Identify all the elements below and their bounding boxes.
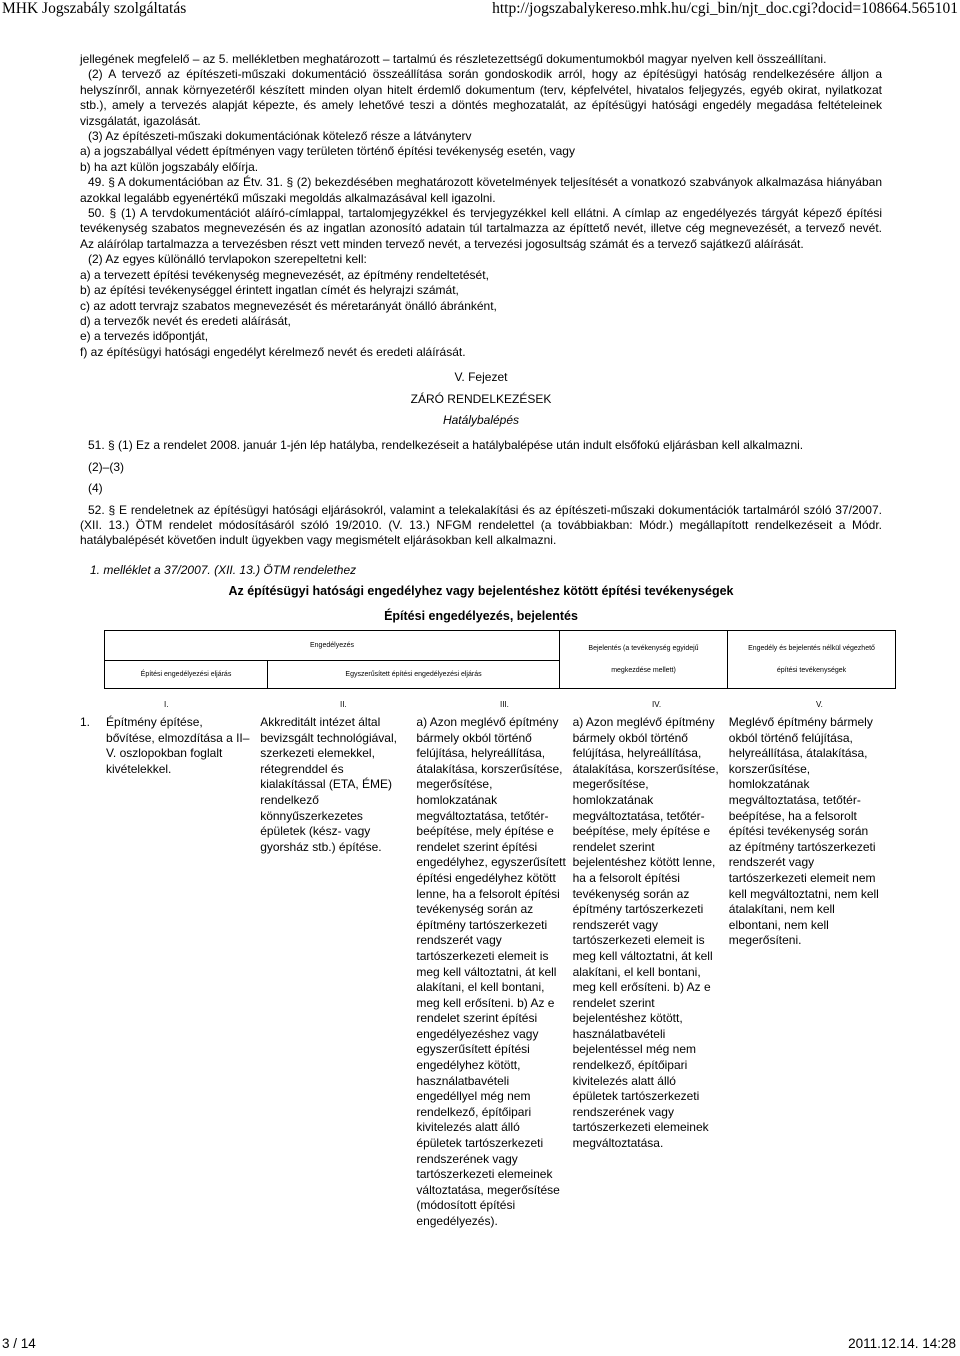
cell-col-3: a) Azon meglévő építmény bármely okból történő felújítása, helyreállítása, átalakítása, korszerűsítése, megerősítése, homlokzatának megváltoztatása, tetőtér-beépítése, mely építése e rendelet szerint építési engedélyhez, egyszerűsített építési engedélyhez kötött lenne, ha a felsorolt építési tevékenység során az építmény tartószerkezeti rendszerét vagy tartószerkezeti elemeit is meg kell változtatni, át kell alakítani, el kell bontani, meg kell erősíteni. b) Az e rendelet szerint építési engedélyezéshez vagy egyszerűsített építési engedélyhez kötött, használatbavételi engedéllyel még nem rendelkező, építőipari kivitelezés alatt álló épületek tartószerkezeti rendszerének vagy tartószerkezeti elemeinek változtatása, megerősítése (módosított építési engedélyezés). (416, 715, 566, 1228)
roman-4: IV. (652, 700, 662, 709)
paragraph: (3) Az építészeti-műszaki dokumentációnak kötelező része a látványterv (88, 129, 472, 144)
paragraph: (4) (88, 481, 103, 496)
chapter-title: ZÁRÓ RENDELKEZÉSEK (410, 391, 552, 406)
paragraph: (2) Az egyes különálló tervlapokon szerepeltetni kell: (88, 252, 367, 267)
page-url: http://jogszabalykereso.mhk.hu/cgi_bin/njt_doc.cgi?docid=108664.565101 (492, 0, 958, 17)
list-item: f) az építésügyi hatósági engedélyt kérelmező nevét és eredeti aláírását. (80, 344, 466, 359)
section-51: 51. § (1) Ez a rendelet 2008. január 1-jén lép hatályba, rendelkezéseit a hatálybalépése után indult elsőfokú eljárásban kell alkalmazni. (88, 438, 804, 453)
paragraph: jellegének megfelelő – az 5. mellékletben meghatározott – tartalmú és részletezettségű dokumentumokból magyar nyelven kell összeállítani. (80, 52, 827, 66)
roman-numerals-row (104, 697, 896, 711)
list-item: a) a tervezett építési tevékenység megnevezését, az építmény rendeltetését, (80, 267, 489, 282)
section-49: 49. § A dokumentációban az Étv. 31. § (2) bekezdésében meghatározott követelmények teljesítését a vonatkozó szabványok alkalmazása hiányában azokkal legalább egyenértékű műszaki megoldás alkalmazásával kell igazolni. (80, 175, 882, 205)
paragraph: (2)–(3) (88, 459, 125, 474)
print-timestamp: 2011.12.14. 14:28 (848, 1336, 956, 1351)
header-col-2: Egyszerűsített építési engedélyezési eljárás (268, 661, 560, 689)
cell-col-4: a) Azon meglévő építmény bármely okból történő felújítása, helyreállítása, átalakítása, korszerűsítése, megerősítése, homlokzatának megváltoztatása, tetőtér-beépítése, mely építése e rendelet szerint bejelentéshez kötött lenne, ha a felsorolt építési tevékenység során az építmény tartószerkezeti rendszerét vagy tartószerkezeti elemeit is meg kell változtatni, át kell alakítani, el kell bontani, meg kell erősíteni. b) Az e rendelet szerint bejelentéshez kötött, használatbavételi bejelentéssel még nem rendelkező, építőipari kivitelezés alatt álló épületek tartószerkezeti rendszerének vagy tartószerkezeti elemeinek megváltoztatása. (572, 715, 719, 1151)
list-item: c) az adott tervrajz szabatos megnevezését és méretarányát önálló ábránként, (80, 298, 497, 313)
list-item: d) a tervezők nevét és eredeti aláírását, (80, 313, 291, 328)
roman-3: III. (500, 700, 509, 709)
chapter-number: V. Fejezet (454, 370, 508, 385)
browser-print-header (0, 0, 960, 20)
annex-link[interactable]: 1. melléklet a 37/2007. (XII. 13.) ÖTM rendelethez (90, 562, 357, 577)
table-row (80, 715, 882, 1230)
roman-5: V. (816, 700, 823, 709)
section-52: 52. § E rendeletnek az építésügyi hatósági eljárásokról, valamint a telekalakítási és az építészeti-műszaki dokumentációk tartalmáról szóló 37/2007. (XII. 13.) ÖTM rendelet módosításáról szóló 19/2010. (V. 13.) NFGM rendelettel (a továbbiakban: Módr.) megállapított rendelkezéseit a Módr. hatálybalépését követően indult ügyekben vagy megismételt eljárásokban kell alkalmazni. (80, 502, 882, 548)
list-item: b) az építési tevékenységgel érintett ingatlan címét és helyrajzi számát, (80, 283, 459, 298)
header-col-3: Bejelentés (a tevékenység egyidejű megkezdése mellett) (560, 631, 728, 689)
header-engedelyezes: Engedélyezés (105, 631, 560, 661)
list-item: e) a tervezés időpontját, (80, 329, 209, 344)
chapter-subtitle: Hatálybalépés (442, 412, 520, 427)
row-number: 1. (80, 715, 91, 729)
table-body (80, 715, 882, 1230)
table-header (104, 630, 896, 689)
section-50: 50. § (1) A tervdokumentációt aláíró-címlappal, tartalomjegyzékkel és tervjegyzékkel kell ellátni. A címlap az engedélyezés tárgyát képező építési tevékenység szabatos megnevezésén és az ingatlan azonosító adatain túl tartalmazza az építtető nevét, illetve cég megnevezését, a tervező nevét. Az aláírólap tartalmazza a tervezésben részt vett minden tervező nevét, a tervezési jogosultság számát és a tervező sajátkezű aláírását. (80, 206, 882, 251)
table-subtitle: Építési engedélyezés, bejelentés (384, 608, 578, 623)
header-col-4: Engedély és bejelentés nélkül végezhető építési tevékenységek (728, 631, 896, 689)
document-body (80, 52, 882, 1230)
paragraph: (2) A tervező az építészeti-műszaki dokumentáció összeállítása során gondoskodik arról, hogy az építésügyi hatóság rendelkezésére álljon a helyszínről, annak környezetéről készített minden olyan hitelt érdemlő dokumentum (terv, képfelvétel, hivatalos feljegyzés, egyéb okirat, nyilatkozat stb.), amely a tervezés alapját képezte, és amely lehetővé teszi a döntés meghozatalát, az építésügyi hatósági engedély megadása feltételeinek vizsgálatát, igazolását. (80, 67, 882, 128)
site-title: MHK Jogszabály szolgáltatás (2, 0, 187, 17)
roman-1: I. (164, 700, 169, 709)
cell-col-5: Meglévő építmény bármely okból történő felújítása, helyreállítása, átalakítása, korszerűsítése, homlokzatának megváltoztatása, tetőtér-beépítése, ha a felsorolt építési tevékenység során az építmény tartószerkezeti rendszerét vagy tartószerkezeti elemeit nem kell megváltoztatni, nem kell átalakítani, nem kell elbontani, nem kell megerősíteni. (728, 715, 879, 948)
table-title: Az építésügyi hatósági engedélyhez vagy bejelentéshez kötött építési tevékenységek (228, 584, 734, 599)
list-item: a) a jogszabállyal védett építményen vagy területen történő építési tevékenység esetén, vagy (80, 144, 575, 159)
cell-col-2: Akkreditált intézet által bevizsgált technológiával, szerkezeti elemekkel, rétegrenddel és kialakítással (ETA, ÉME) rendelkező könnyűszerkezetes épületek (kész- vagy gyorsház stb.) építése. (260, 715, 397, 854)
page-counter: 3 / 14 (2, 1336, 36, 1351)
header-col-1: Építési engedélyezési eljárás (105, 661, 268, 689)
cell-col-1: Építmény építése, bővítése, elmozdítása a II–V. oszlopokban foglalt kivételekkel. (106, 715, 250, 776)
roman-2: II. (340, 700, 347, 709)
list-item: b) ha azt külön jogszabály előírja. (80, 159, 259, 174)
